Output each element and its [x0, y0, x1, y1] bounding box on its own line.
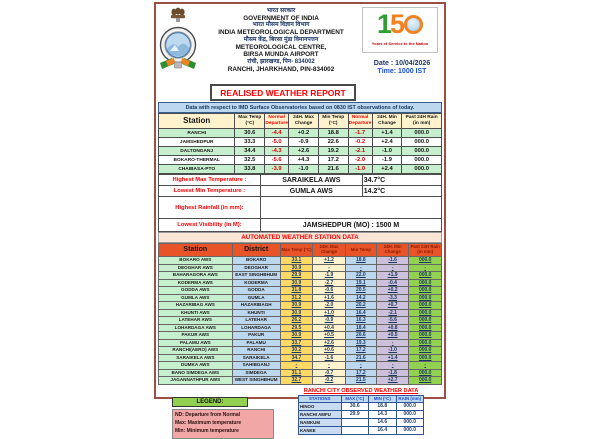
aws-table-row	[159, 272, 442, 280]
aws-min-temp-cell: -	[345, 264, 376, 272]
aws-min-temp-cell: 18.4	[345, 324, 376, 332]
surface-table-row	[159, 147, 442, 156]
normal-departure-cell: -3.9	[265, 165, 289, 174]
normal-departure-cell: -5.6	[265, 156, 289, 165]
highest-max-label: Highest Max Temperature :	[159, 175, 261, 186]
aws-max-change-cell: -2.7	[313, 279, 346, 287]
col-max-temp: Max Temp (°C)	[235, 114, 265, 129]
col-aws-district: District	[232, 244, 280, 257]
report-header	[158, 5, 442, 82]
centre-line: METEOROLOGICAL CENTRE,	[235, 43, 327, 51]
surface-observatory-table	[158, 113, 442, 174]
aws-max-change-cell: +0.6	[313, 347, 346, 355]
max-temp-cell: 33.3	[235, 138, 265, 147]
highest-rainfall-label: Highest Rainfall (in mm):	[159, 197, 261, 219]
aws-rain-cell: 000.0	[409, 354, 442, 362]
col-city-min: MIN (°C)	[369, 395, 397, 402]
min-temp-cell: 19.2	[318, 147, 348, 156]
aws-district-cell: PALAMU	[232, 339, 280, 347]
aws-rain-cell: 000.0	[409, 377, 442, 385]
col-normal-departure-min: Normal Departure	[348, 114, 372, 129]
aws-min-change-cell: +0.7	[376, 302, 409, 310]
aws-station-cell: PAKUR AWS	[159, 332, 233, 340]
surface-table-row	[159, 138, 442, 147]
min-change-cell: -1.9	[372, 156, 402, 165]
city-station-cell: HINOO	[299, 402, 342, 410]
aws-station-cell: LATEHAR AWS	[159, 317, 233, 325]
aws-data-table	[158, 243, 442, 385]
normal-departure-cell: -4.4	[265, 129, 289, 138]
city-max-cell	[341, 426, 369, 434]
aws-max-change-cell: -0.9	[313, 317, 346, 325]
aws-station-cell: BOKARO AWS	[159, 257, 233, 265]
aws-district-cell: EAST SINGHBHUM	[232, 272, 280, 280]
aws-min-temp-cell: 18.8	[345, 257, 376, 265]
col-aws-min-change: 24H. Min Change	[376, 244, 409, 257]
city-max-cell: 29.9	[341, 410, 369, 418]
aws-min-temp-cell: 20.5	[345, 287, 376, 295]
city-min-cell: 16.4	[369, 426, 397, 434]
city-data-block	[280, 388, 442, 439]
max-temp-cell: 34.4	[235, 147, 265, 156]
aws-min-change-cell: -	[376, 264, 409, 272]
aws-district-cell: GODDA	[232, 287, 280, 295]
aws-rain-cell: 000.0	[409, 317, 442, 325]
city-table-row	[299, 402, 424, 410]
min-change-cell: +1.4	[372, 129, 402, 138]
aws-min-change-cell: -0.4	[376, 279, 409, 287]
aws-table-row	[159, 287, 442, 295]
aws-min-temp-cell: 21.6	[345, 354, 376, 362]
aws-rain-cell: -	[409, 362, 442, 370]
aws-station-cell: GODDA AWS	[159, 287, 233, 295]
header-text-block	[200, 7, 362, 73]
min-temp-cell: 18.8	[318, 129, 348, 138]
rain-cell: 000.0	[402, 156, 442, 165]
city-header-row	[299, 395, 424, 402]
normal-departure-cell: -2.1	[348, 147, 372, 156]
aws-district-cell: LOHARDAGA	[232, 324, 280, 332]
aws-station-cell: DEOGHAR AWS	[159, 264, 233, 272]
aws-station-cell: JAGANNATHPUR AWS	[159, 377, 233, 385]
aws-min-change-cell: +0.2	[376, 287, 409, 295]
aws-min-change-cell: -1.0	[376, 347, 409, 355]
highest-max-value: 34.7°C	[362, 175, 441, 186]
aws-min-temp-cell: 20.6	[345, 332, 376, 340]
rain-cell: 000.0	[402, 165, 442, 174]
govt-line: GOVERNMENT OF INDIA	[243, 14, 319, 22]
aws-max-temp-cell: 30.9	[280, 309, 313, 317]
aws-min-temp-cell: 17.2	[345, 347, 376, 355]
city-max-cell	[341, 418, 369, 426]
aws-min-temp-cell: 22.0	[345, 272, 376, 280]
normal-departure-cell: -1.0	[348, 165, 372, 174]
min-change-cell: +2.4	[372, 138, 402, 147]
aws-table-row	[159, 377, 442, 385]
aws-table-row	[159, 317, 442, 325]
aws-table-row	[159, 339, 442, 347]
aws-rain-cell: 000.0	[409, 332, 442, 340]
aws-district-cell: BOKARO	[232, 257, 280, 265]
aws-district-cell: KHUNTI	[232, 309, 280, 317]
report-time: Time: 1000 IST	[377, 68, 427, 75]
aws-station-cell: BAHARAGORA AWS	[159, 272, 233, 280]
aws-max-change-cell: -	[313, 362, 346, 370]
aws-max-temp-cell: 31.2	[280, 294, 313, 302]
aws-max-temp-cell: -	[280, 362, 313, 370]
min-temp-cell: 17.2	[318, 156, 348, 165]
aws-min-change-cell: -3.3	[376, 294, 409, 302]
aws-rain-cell: 000.0	[409, 309, 442, 317]
surface-header-row	[159, 114, 442, 129]
max-temp-cell: 32.5	[235, 156, 265, 165]
aws-min-temp-cell: 21.5	[345, 377, 376, 385]
col-min-temp: Min Temp (°C)	[318, 114, 348, 129]
aws-max-change-cell: -0.7	[313, 369, 346, 377]
imd-emblem-icon	[158, 7, 200, 82]
aws-rain-cell: 000.0	[409, 302, 442, 310]
aws-min-temp-cell: -	[345, 362, 376, 370]
lowest-min-station: GUMLA AWS	[260, 186, 362, 197]
min-change-cell: -1.0	[372, 147, 402, 156]
aws-station-cell: BANO SIMDEGA AWS	[159, 369, 233, 377]
observation-notice: Data with respect to IMD Surface Observatories based on 0830 IST observations of today.	[158, 102, 442, 113]
col-aws-max-temp: Max Temp (°C)	[280, 244, 313, 257]
highest-max-station: SARAIKELA AWS	[260, 175, 362, 186]
aws-table-row	[159, 257, 442, 265]
weather-report-document	[154, 2, 446, 434]
city-table-title: RANCHI CITY OBSERVED WEATHER DATA	[303, 387, 419, 394]
aws-table-row	[159, 369, 442, 377]
aws-district-cell: PAKUR	[232, 332, 280, 340]
aws-max-temp-cell: 31.8	[280, 287, 313, 295]
city-min-cell: 14.6	[369, 418, 397, 426]
city-min-cell: 14.3	[369, 410, 397, 418]
aws-min-temp-cell: 14.2	[345, 294, 376, 302]
col-city-max: MAX (°C)	[341, 395, 369, 402]
city-table-row	[299, 426, 424, 434]
normal-departure-cell: -2.0	[348, 156, 372, 165]
city-max-cell: 30.6	[341, 402, 369, 410]
aws-rain-cell: 000.0	[409, 324, 442, 332]
aws-max-change-cell: -0.6	[313, 287, 346, 295]
aws-station-cell: LOHARDAGA AWS	[159, 324, 233, 332]
aws-max-change-cell: -	[313, 264, 346, 272]
aws-min-temp-cell: 20.2	[345, 302, 376, 310]
city-station-cell: RANCHI AMFU	[299, 410, 342, 418]
min-change-cell: +2.4	[372, 165, 402, 174]
aws-district-cell: LATEHAR	[232, 317, 280, 325]
max-change-cell: +0.2	[289, 129, 319, 138]
station-name-cell: RANCHI	[159, 129, 235, 138]
aws-district-cell: SARAIKELA	[232, 354, 280, 362]
aws-rain-cell: 000.0	[409, 339, 442, 347]
aws-max-change-cell: -1.9	[313, 272, 346, 280]
col-past-24h-rain: Past 24H Rain (in mm)	[402, 114, 442, 129]
aws-max-change-cell: -1.6	[313, 354, 346, 362]
hindi-govt-line: भारत सरकार	[266, 8, 296, 14]
aws-header-row	[159, 244, 442, 257]
surface-table-row	[159, 129, 442, 138]
station-name-cell: DALTONGANJ	[159, 147, 235, 156]
max-change-cell: -0.9	[289, 138, 319, 147]
aws-max-temp-cell: 29.5	[280, 324, 313, 332]
aws-min-change-cell: -1.8	[376, 369, 409, 377]
aws-max-temp-cell: 33.7	[280, 339, 313, 347]
legend-line-max: Max: Maximum temperature	[175, 419, 242, 426]
aws-station-cell: PALAMU AWS	[159, 339, 233, 347]
aws-rain-cell: 000.0	[409, 257, 442, 265]
report-date: Date : 10/04/2026	[373, 60, 431, 67]
max-temp-cell: 33.8	[235, 165, 265, 174]
aws-min-temp-cell: 19.1	[345, 279, 376, 287]
col-24h-min-change: 24H. Min Change	[372, 114, 402, 129]
aws-min-change-cell: +1.4	[376, 354, 409, 362]
city-station-cell: NAMKUM	[299, 418, 342, 426]
aws-max-change-cell: -0.2	[313, 377, 346, 385]
aws-table-row	[159, 362, 442, 370]
aws-district-cell: SAHIBGANJ	[232, 362, 280, 370]
aws-max-change-cell: -2.0	[313, 302, 346, 310]
normal-departure-cell: -4.3	[265, 147, 289, 156]
aws-table-row	[159, 354, 442, 362]
aws-district-cell: KODERMA	[232, 279, 280, 287]
aws-max-temp-cell: 30.9	[280, 302, 313, 310]
normal-departure-cell: -5.0	[265, 138, 289, 147]
logo-digit-5: 5	[390, 8, 405, 39]
max-change-cell: +2.6	[289, 147, 319, 156]
aws-max-change-cell: +1.0	[313, 309, 346, 317]
aws-station-cell: DUMKA AWS	[159, 362, 233, 370]
aws-max-temp-cell: 29.9	[280, 272, 313, 280]
aws-min-change-cell: -2.1	[376, 309, 409, 317]
aws-table-row	[159, 264, 442, 272]
aws-min-temp-cell: 16.3	[345, 317, 376, 325]
aws-rain-cell: 000.0	[409, 369, 442, 377]
aws-min-change-cell: -1.6	[376, 257, 409, 265]
rain-cell: 000.0	[402, 147, 442, 156]
aws-max-change-cell: +1.6	[313, 294, 346, 302]
hindi-dept-line: भारत मौसम विज्ञान विभाग	[252, 22, 310, 29]
aws-rain-cell: 000.0	[409, 279, 442, 287]
station-name-cell: CHAIBASA-PTO	[159, 165, 235, 174]
col-normal-departure-max: Normal Departure	[265, 114, 289, 129]
col-city-station: STATIONS	[299, 395, 342, 402]
globe-icon	[404, 15, 423, 34]
aws-min-temp-cell: 17.2	[345, 369, 376, 377]
city-min-cell: 18.8	[369, 402, 397, 410]
aws-table-row	[159, 294, 442, 302]
aws-table-row	[159, 302, 442, 310]
col-station: Station	[159, 114, 235, 129]
legend-block	[158, 388, 280, 439]
aws-district-cell: RANCHI	[232, 347, 280, 355]
station-name-cell: JAMSHEDPUR	[159, 138, 235, 147]
normal-departure-cell: -0.2	[348, 138, 372, 147]
max-change-cell: -1.0	[289, 165, 319, 174]
hindi-centre-line: मौसम केंद्र, बिरसा मुंडा विमानपत्तन	[243, 36, 319, 43]
aws-rain-cell: 000.0	[409, 287, 442, 295]
aws-min-change-cell: +0.8	[376, 324, 409, 332]
aws-station-cell: HAZARIBAG AWS	[159, 302, 233, 310]
aws-table-row	[159, 332, 442, 340]
logo-caption: Years of Service to the Nation	[371, 41, 429, 46]
report-title: REALISED WEATHER REPORT	[210, 84, 356, 101]
col-aws-min-temp: Min Temp	[345, 244, 376, 257]
max-temp-cell: 30.6	[235, 129, 265, 138]
aws-district-cell: WEST SINGHBHUM	[232, 377, 280, 385]
aws-station-cell: KODERMA AWS	[159, 279, 233, 287]
aws-min-temp-cell: 19.3	[345, 339, 376, 347]
extremes-summary-table	[158, 174, 442, 232]
min-temp-cell: 22.6	[318, 138, 348, 147]
city-rain-cell: 000.0	[396, 418, 424, 426]
lowest-visibility-label: Lowest Visibility (in M):	[159, 219, 261, 232]
col-aws-max-change: 24H. Max Change	[313, 244, 346, 257]
aws-district-cell: DEOGHAR	[232, 264, 280, 272]
col-24h-max-change: 24H. Max Change	[289, 114, 319, 129]
aws-max-temp-cell: 30.2	[280, 347, 313, 355]
aws-rain-cell: 000.0	[409, 272, 442, 280]
aws-max-temp-cell: 26.2	[280, 317, 313, 325]
aws-max-temp-cell: 30.9	[280, 332, 313, 340]
aws-min-temp-cell: 16.4	[345, 309, 376, 317]
aws-min-change-cell: +0.5	[376, 332, 409, 340]
aws-station-cell: RANCHI(AERO) AWS	[159, 347, 233, 355]
aws-rain-cell: 000.0	[409, 347, 442, 355]
aws-max-temp-cell: 31.1	[280, 369, 313, 377]
aws-table-row	[159, 324, 442, 332]
max-change-cell: +4.3	[289, 156, 319, 165]
station-name-cell: BOKARO-THERMAL	[159, 156, 235, 165]
aws-max-change-cell: +0.4	[313, 324, 346, 332]
imd-150-years-logo	[362, 7, 438, 53]
aws-district-cell: HAZARIBAGH	[232, 302, 280, 310]
aws-table-row	[159, 309, 442, 317]
city-rain-cell: 000.0	[396, 410, 424, 418]
aws-max-temp-cell: 30.9	[280, 279, 313, 287]
aws-table-row	[159, 279, 442, 287]
legend-line-nd: ND: Departure from Normal	[175, 412, 241, 418]
aws-section-title: AUTOMATED WEATHER STATION DATA	[158, 232, 442, 243]
aws-min-change-cell: -5.6	[376, 317, 409, 325]
aws-max-temp-cell: 34.7	[280, 354, 313, 362]
hindi-address-line: रांची, झारखण्ड, पिन- 834002	[247, 58, 315, 65]
aws-min-change-cell: +2.7	[376, 377, 409, 385]
header-right-block	[362, 7, 442, 75]
aws-max-change-cell: +0.5	[313, 332, 346, 340]
aws-max-change-cell: +2.6	[313, 339, 346, 347]
surface-table-row	[159, 165, 442, 174]
city-rain-cell: 000.0	[396, 426, 424, 434]
rain-cell: 000.0	[402, 129, 442, 138]
aws-max-temp-cell: 30.9	[280, 264, 313, 272]
aws-station-cell: KHUNTI AWS	[159, 309, 233, 317]
dept-line: INDIA METEOROLOGICAL DEPARTMENT	[218, 29, 344, 37]
aws-max-temp-cell: 32.7	[280, 377, 313, 385]
aws-table-row	[159, 347, 442, 355]
aws-district-cell: GUMLA	[232, 294, 280, 302]
lowest-visibility-value: JAMSHEDPUR (MO) : 1500 M	[260, 219, 441, 232]
aws-min-change-cell: -	[376, 339, 409, 347]
highest-rainfall-value	[260, 197, 441, 219]
rain-cell: 000.0	[402, 138, 442, 147]
aws-district-cell: SIMDEGA	[232, 369, 280, 377]
city-station-cell: KANKE	[299, 426, 342, 434]
col-aws-rain: Past 24H Rain (in mm)	[409, 244, 442, 257]
aws-min-change-cell: -	[376, 362, 409, 370]
legend-body	[172, 409, 274, 439]
city-table-row	[299, 410, 424, 418]
surface-table-row	[159, 156, 442, 165]
aws-max-temp-cell: 33.1	[280, 257, 313, 265]
aws-station-cell: GUMLA AWS	[159, 294, 233, 302]
city-rain-cell: 000.0	[396, 402, 424, 410]
city-table-row	[299, 418, 424, 426]
legend-line-min: Min: Minimum temperature	[175, 427, 239, 434]
normal-departure-cell: -1.7	[348, 129, 372, 138]
aws-min-change-cell: +1.9	[376, 272, 409, 280]
lowest-min-label: Lowest Min Temperature :	[159, 186, 261, 197]
address-line: RANCHI, JHARKHAND, PIN-834002	[227, 65, 335, 73]
col-aws-station: Station	[159, 244, 233, 257]
lowest-min-value: 14.2°C	[362, 186, 441, 197]
aws-rain-cell: -	[409, 264, 442, 272]
aws-station-cell: SARAIKELA AWS	[159, 354, 233, 362]
airport-line: BIRSA MUNDA AIRPORT	[243, 51, 319, 59]
city-weather-table	[298, 395, 424, 435]
min-temp-cell: 21.6	[318, 165, 348, 174]
col-city-rain: RAIN (mm)	[396, 395, 424, 402]
aws-max-change-cell: +1.2	[313, 257, 346, 265]
aws-rain-cell: 000.0	[409, 294, 442, 302]
legend-title: LEGEND:	[172, 397, 248, 407]
logo-digit-1: 1	[376, 8, 390, 39]
